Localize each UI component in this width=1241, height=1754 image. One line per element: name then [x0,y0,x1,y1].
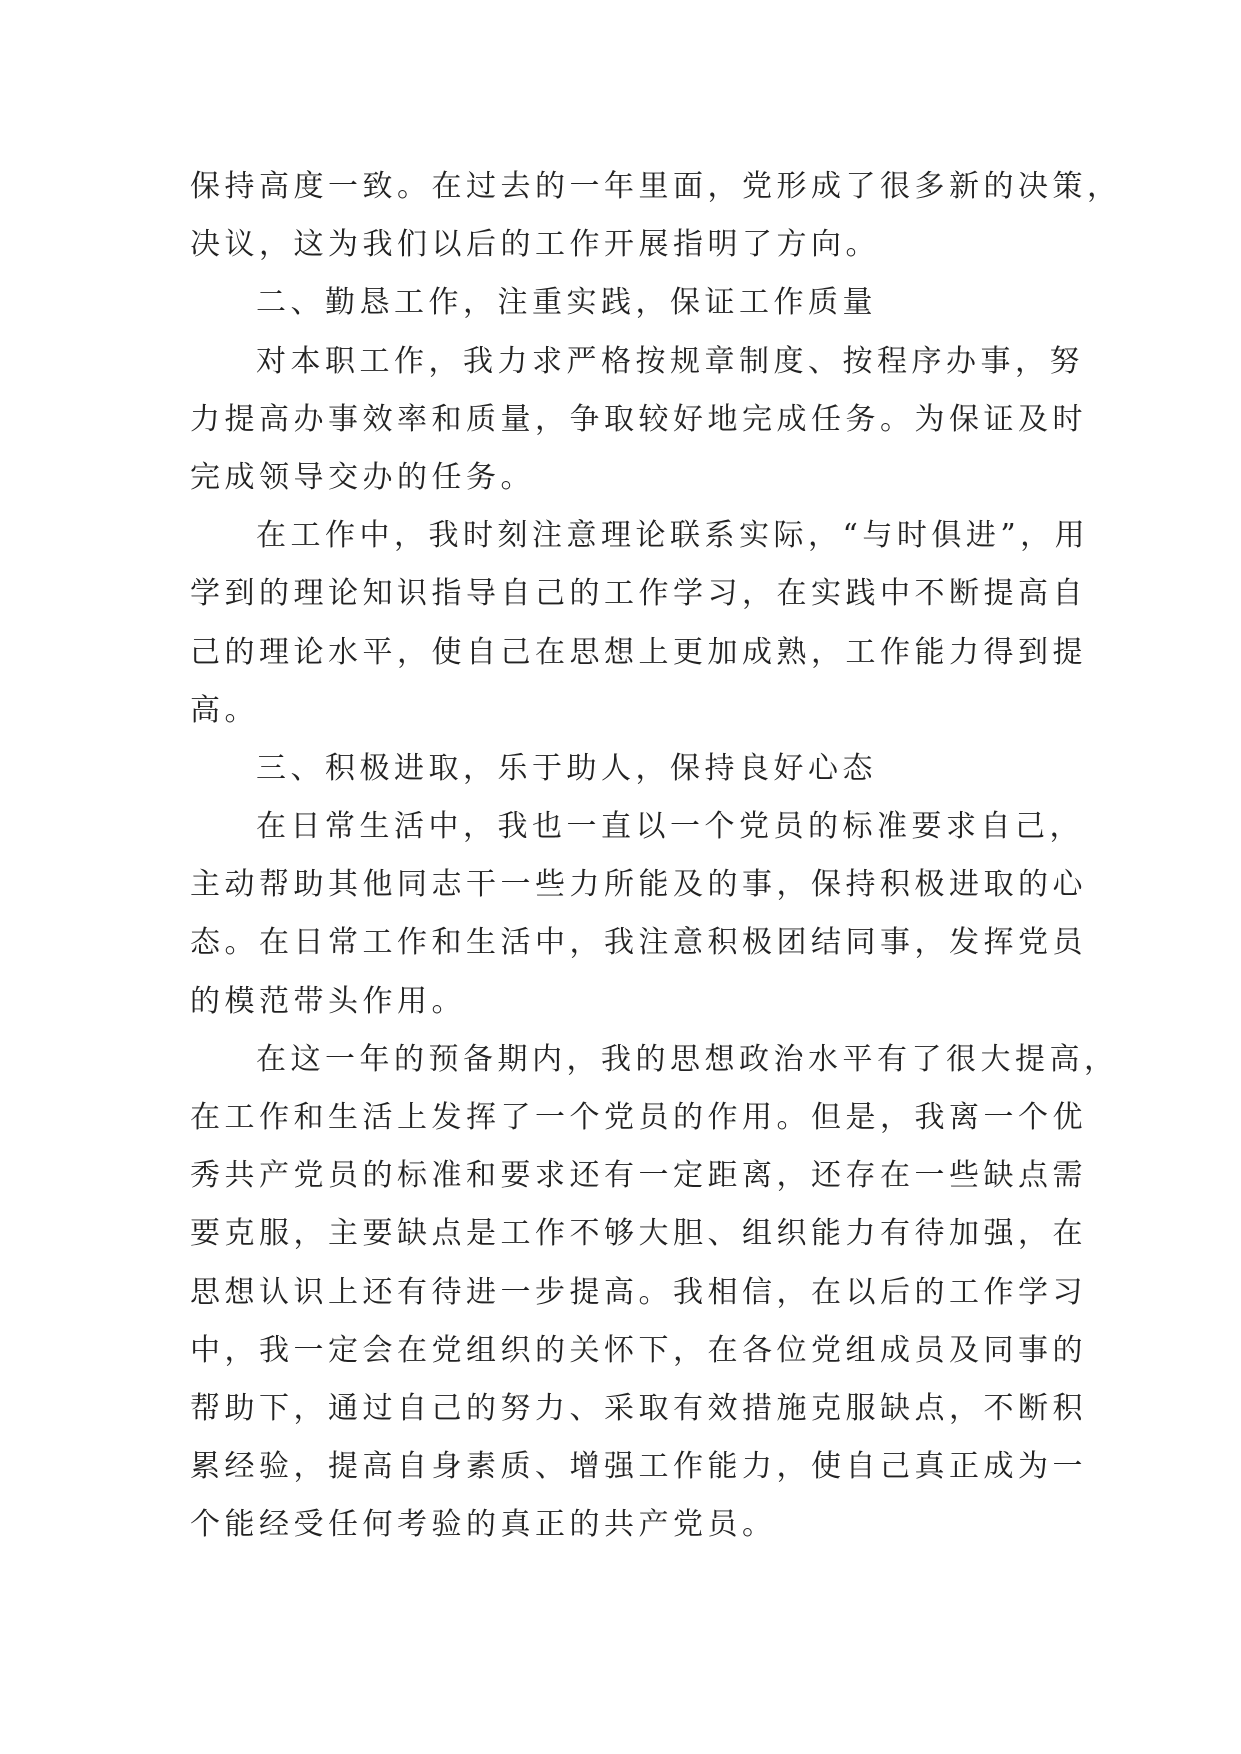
text-line: 的模范带头作用。 [190,983,466,1019]
text-line: 高。 [190,692,259,728]
text-line: 思想认识上还有待进一步提高。我相信，在以后的工作学习 [190,1274,1087,1310]
text-line: 要克服，主要缺点是工作不够大胆、组织能力有待加强，在 [190,1216,1087,1252]
text-line: 态。在日常工作和生活中，我注意积极团结同事，发挥党员 [190,925,1087,961]
paragraph-first-line: 三、积极进取，乐于助人，保持良好心态 [256,750,877,786]
text-line: 在工作和生活上发挥了一个党员的作用。但是，我离一个优 [190,1100,1087,1135]
text-line: 力提高办事效率和质量，争取较好地完成任务。为保证及时 [190,401,1087,437]
paragraph-first-line: 在日常生活中，我也一直以一个党员的标准要求自己， [256,809,1084,845]
paragraph-first-line: 在工作中，我时刻注意理论联系实际，“与时俱进”，用 [256,518,1090,554]
text-line: 己的理论水平，使自己在思想上更加成熟，工作能力得到提 [190,634,1087,670]
text-line: 个能经受任何考验的真正的共产党员。 [190,1507,777,1543]
text-line: 保持高度一致。在过去的一年里面，党形成了很多新的决策， [190,169,1122,204]
text-line: 学到的理论知识指导自己的工作学习，在实践中不断提高自 [190,576,1087,612]
text-line: 决议，这为我们以后的工作开展指明了方向。 [190,227,880,263]
paragraph-first-line: 二、勤恳工作，注重实践，保证工作质量 [256,285,877,321]
text-line: 中，我一定会在党组织的关怀下，在各位党组成员及同事的 [190,1332,1087,1368]
text-line: 累经验，提高自身素质、增强工作能力，使自己真正成为一 [190,1449,1087,1485]
text-line: 秀共产党员的标准和要求还有一定距离，还存在一些缺点需 [190,1158,1087,1194]
text-line: 帮助下，通过自己的努力、采取有效措施克服缺点，不断积 [190,1390,1087,1426]
paragraph-first-line: 在这一年的预备期内，我的思想政治水平有了很大提高， [256,1041,1119,1077]
paragraph-first-line: 对本职工作，我力求严格按规章制度、按程序办事，努 [256,343,1084,379]
text-line: 完成领导交办的任务。 [190,459,535,495]
document-body [190,158,1122,1555]
text-line: 主动帮助其他同志干一些力所能及的事，保持积极进取的心 [190,867,1087,903]
